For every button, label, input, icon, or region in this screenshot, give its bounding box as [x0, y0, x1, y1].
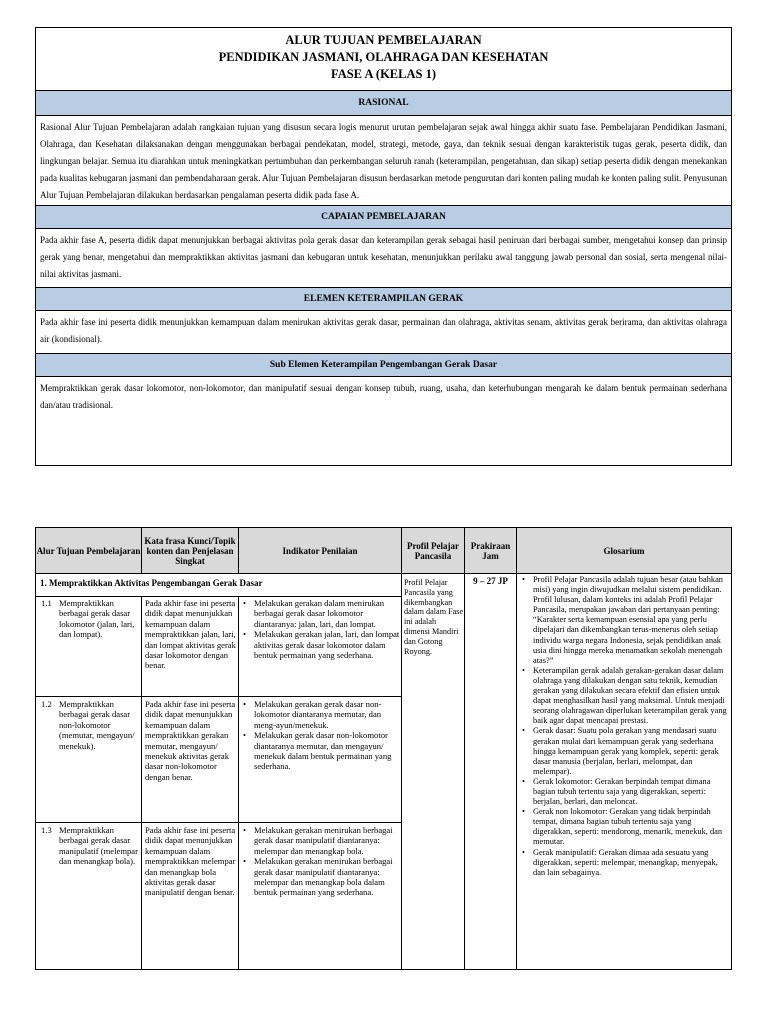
kata-frasa-cell: Pada akhir fase ini peserta didik dapat menunjukkan kemampuan dalam mempraktikkan melempar dan menangkap bola aktivitas gerak dasar manipulatif dengan benar. [145, 825, 236, 898]
col-divider [141, 596, 142, 969]
header-indikator: Indikator Penilaian [282, 546, 358, 556]
glosarium-item: • Gerak lokomotor: Gerakan berpindah tempat dimana bagian tubuh tertentu saja yang digerakkan, seperti: berjalan, berlari, dan meloncat. [519, 777, 729, 807]
indikator-item: • Melakukan gerakan dalam menirukan berbagai gerak dasar lokomotor diantaranya: jalan, lari, dan lompat. [240, 598, 400, 629]
elemen-text: Pada akhir fase ini peserta didik menunjukkan kemampuan dalam menirukan aktivitas gerak dasar, permainan dan olahraga, aktivitas senam, aktivitas gerak berirama, dan aktivitas olahraga air (kondisional). [40, 317, 727, 344]
kata-frasa-cell: Pada akhir fase ini peserta didik dapat menunjukkan kemampuan dalam mempraktikkan jalan, lari, dan lompat aktivitas gerak dasar lokomotor dengan benar. [145, 598, 236, 671]
row-divider [36, 596, 401, 597]
title-line-2: PENDIDIKAN JASMANI, OLAHRAGA DAN KESEHATAN [218, 50, 549, 64]
title-line-1: ALUR TUJUAN PEMBELAJARAN [285, 33, 482, 47]
atp-table [35, 527, 732, 970]
col-divider [401, 528, 402, 969]
elemen-heading: ELEMEN KETERAMPILAN GERAK [36, 287, 731, 311]
capaian-heading: CAPAIAN PEMBELAJARAN [36, 205, 731, 229]
header-atp: Alur Tujuan Pembelajaran [36, 546, 141, 556]
rasional-heading: RASIONAL [36, 90, 731, 116]
glosarium-item: • Gerak non lokomotor: Gerakan yang tidak berpindah tempat, dimana bagian tubuh tertentu saja yang digerakkan, seperti: mendorong, menarik, menekuk, dan memutar. [519, 807, 729, 847]
header-glosarium: Glosarium [603, 546, 645, 556]
rasional-text: Rasional Alur Tujuan Pembelajaran adalah rangkaian tujuan yang disusun secara logis menurut urutan pembelajaran sejak awal hingga akhir suatu fase. Pembelajaran Pendidikan Jasmani, Olahraga, dan Kesehatan dilaksanakan dengan menggunakan berbagai pendekatan, model, strategi, metode, gaya, dan teknik sesuai dengan karakteristik tugas gerak, peserta didik, dan lingkungan belajar. Semua itu diarahkan untuk meningkatkan pertumbuhan dan perkembangan seluruh ranah (keterampilan, pengetahuan, dan sikap) setiap peserta didik dengan menekankan pada kualitas kebugaran jasmani dan pembendaharaan gerak. Alur Tujuan Pembelajaran disusun berdasarkan metode pengurutan dari konten paling mudah ke konten paling sulit. Penyusunan Alur Tujuan Pembelajaran dilakukan berdasarkan pengalaman peserta didik pada fase A. [40, 122, 727, 200]
sub-elemen-text: Mempraktikkan gerak dasar lokomotor, non-lokomotor, dan manipulatif sesuai dengan konsep tubuh, ruang, usaha, dan keterhubungan mengarah ke dalam bentuk permainan sederhana dan/atau tradisional. [40, 383, 727, 410]
glosarium-item: • Gerak dasar: Suatu pola gerakan yang mendasari suatu gerakan mulai dari kemampuan gerak yang sederhana hingga kemampuan gerak yang komplek, seperti: gerak dasar manusia (berjalan, berlari, melompat, dan melempar). [519, 726, 729, 776]
col-divider [238, 596, 239, 969]
indikator-item: • Melakukan gerak dasar non-lokomotor diantaranya memutar, dan mengayun/ menekuk dalam bentuk permainan yang sederhana. [240, 730, 400, 772]
indikator-list [240, 598, 400, 660]
row-number: 1.3 [41, 825, 52, 835]
header-jp: Prakiraan Jam [470, 541, 511, 561]
kata-frasa-cell: Pada akhir fase ini peserta didik dapat menunjukkan kemampuan dalam mempraktikkan gerakan memutar, mengayun/ menekuk aktivitas gerak dasar non-lokomotor dengan benar. [145, 699, 236, 782]
jp-cell: 9 – 27 JP [473, 576, 508, 586]
indikator-item: • Melakukan gerakan menirukan berbagai gerak dasar manipulatif diantaranya: melempar dan menangkap bola dalam bentuk permainan yang sederhana. [240, 856, 400, 898]
profil-cell: Profil Pelajar Pancasila yang dikembangkan dalam dalam Fase ini adalah dimensi Mandiri dan Gotong Royong. [404, 578, 464, 656]
title-line-3: FASE A (KELAS 1) [331, 67, 436, 81]
sub-elemen-heading: Sub Elemen Keterampilan Pengembangan Gerak Dasar [36, 353, 731, 377]
col-divider [516, 528, 517, 969]
row-divider [36, 696, 401, 697]
row-divider [36, 822, 401, 823]
capaian-text: Pada akhir fase A, peserta didik dapat menunjukkan berbagai aktivitas pola gerak dasar dan keterampilan gerak sebagai hasil peniruan dari berbagai sumber, mengetahui konsep dan prinsip gerak yang benar, mengetahui dan mempraktikkan aktivitas jasmani dan kebugaran untuk kesehatan, menunjukkan perilaku awal tanggung jawab personal dan sosial, serta mengenal nilai-nilai aktivitas jasmani. [40, 235, 727, 279]
indikator-item: • Melakukan gerakan menirukan berbagai gerak dasar manipulatif diantaranya: melempar dan menangkap bola. [240, 825, 400, 856]
indikator-item: • Melakukan gerakan gerak dasar non-lokomotor diantaranya memutar, dan meng-ayun/menekuk. [240, 699, 400, 730]
header-profil: Profil Pelajar Pancasila [406, 541, 460, 561]
indikator-list [240, 699, 400, 772]
col-divider [464, 528, 465, 969]
glosarium-item: • Keterampilan gerak adalah gerakan-gerakan dasar dalam olahraga yang dilakukan dengan satu teknik, kemudian gerakan yang dilakukan secara efektif dan efisien untuk dapat menghasilkan hasil yang maksimal. Untuk menjadi seorang olahragawan diperlukan keterampilan gerak yang baik agar dapat mencapai prestasi. [519, 666, 729, 727]
header-kata-frasa: Kata frasa Kunci/Topik konten dan Penjelasan Singkat [144, 536, 236, 566]
section-title: 1. Mempraktikkan Aktivitas Pengembangan Gerak Dasar [40, 578, 263, 588]
glosarium-item: • Profil Pelajar Pancasila adalah tujuan besar (atau bahkan misi) yang ingin diwujudkan melalui sistem pendidikan. Profil lulusan, dalam konteks ini adalah Profil Pelajar Pancasila, merupakan jawaban dari pertanyaan penting: “Karakter serta kemampuan esensial apa yang perlu dipelajari dan dikembangkan terus-menerus oleh setiap individu warga negara Indonesia, sejak pendidikan anak usia dini hingga mereka menamatkan sekolah menengah atas?” [519, 575, 729, 666]
atp-cell: Mempraktikkan berbagai gerak dasar non-lokomotor (memutar, mengayun/ menekuk). [59, 699, 135, 751]
glosarium-item: • Gerak manipulatif: Gerakan dimaa ada sesuatu yang digerakkan, seperti: melempar, menangkap, menyepak, dan lain sebagainya. [519, 848, 729, 878]
row-number: 1.1 [41, 598, 52, 608]
atp-info-box [35, 27, 732, 466]
indikator-item: • Melakukan gerakan jalan, lari, dan lompat aktivitas gerak dasar lokomotor dalam bentuk permainan yang sederhana. [240, 629, 400, 660]
atp-cell: Mempraktikkan berbagai gerak dasar lokomotor (jalan, lari, dan lompat). [59, 598, 135, 640]
row-number: 1.2 [41, 699, 52, 709]
glosarium-list [519, 575, 729, 878]
indikator-list [240, 825, 400, 898]
atp-cell: Mempraktikkan berbagai gerak dasar manipulatif (melempar dan menangkap bola). [59, 825, 138, 867]
document-title [36, 28, 731, 90]
